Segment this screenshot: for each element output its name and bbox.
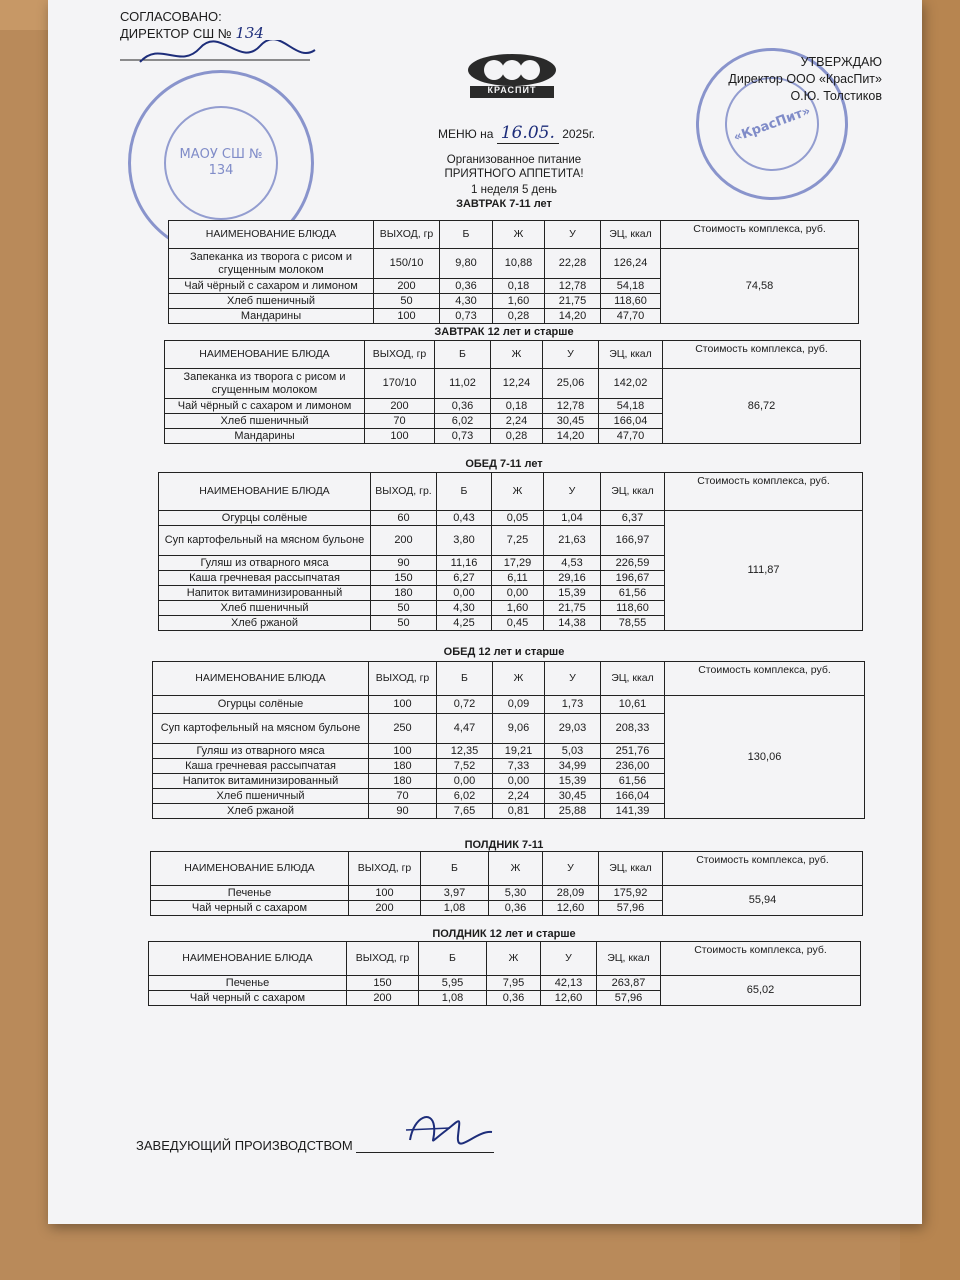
dish-carbs: 21,63: [544, 526, 601, 556]
dish-fat: 7,33: [493, 759, 545, 774]
menu-date-line: [438, 123, 595, 143]
logo-text: КРАСПИТ: [487, 85, 537, 95]
dish-carbs: 29,03: [545, 714, 601, 744]
dish-protein: 3,97: [421, 886, 489, 901]
header-cost: Стоимость комплекса, руб.: [661, 221, 859, 249]
dish-name: Напиток витаминизированный: [153, 774, 369, 789]
dish-energy: 166,04: [601, 789, 665, 804]
dish-protein: 0,73: [435, 429, 491, 444]
dish-fat: 19,21: [493, 744, 545, 759]
dish-name: Мандарины: [165, 429, 365, 444]
dish-protein: 7,52: [437, 759, 493, 774]
dish-energy: 196,67: [601, 571, 665, 586]
dish-fat: 10,88: [493, 249, 545, 279]
dish-energy: 118,60: [601, 601, 665, 616]
menu-table: [152, 661, 865, 819]
header-carbs: У: [545, 221, 601, 249]
dish-yield: 70: [365, 414, 435, 429]
director-label: ДИРЕКТОР СШ № 134: [120, 24, 264, 42]
table-header-row: [151, 852, 863, 886]
dish-carbs: 34,99: [545, 759, 601, 774]
dish-carbs: 21,75: [545, 294, 601, 309]
header-protein: Б: [437, 473, 492, 511]
header-protein: Б: [419, 942, 487, 976]
dish-energy: 54,18: [599, 399, 663, 414]
dish-name: Чай чёрный с сахаром и лимоном: [165, 399, 365, 414]
dish-carbs: 29,16: [544, 571, 601, 586]
section-title: ОБЕД 7-11 лет: [465, 458, 543, 470]
director-name: О.Ю. Толстиков: [790, 89, 882, 103]
menu-table: [150, 851, 863, 916]
menu-document: [48, 0, 922, 1224]
dish-fat: 0,18: [491, 399, 543, 414]
dish-fat: 2,24: [491, 414, 543, 429]
dish-yield: 60: [371, 511, 437, 526]
dish-name: Хлеб пшеничный: [165, 414, 365, 429]
dish-fat: 12,24: [491, 369, 543, 399]
dish-energy: 57,96: [597, 991, 661, 1006]
dish-carbs: 4,53: [544, 556, 601, 571]
dish-name: Гуляш из отварного мяса: [159, 556, 371, 571]
dish-yield: 100: [369, 744, 437, 759]
dish-energy: 208,33: [601, 714, 665, 744]
school-stamp-inner-text: МАОУ СШ № 134: [164, 106, 278, 220]
dish-name: Суп картофельный на мясном бульоне: [153, 714, 369, 744]
dish-carbs: 15,39: [544, 586, 601, 601]
director-signature: [120, 40, 320, 70]
table-header-row: [153, 662, 865, 696]
dish-energy: 226,59: [601, 556, 665, 571]
dish-energy: 126,24: [601, 249, 661, 279]
approval-right-block: [728, 54, 882, 105]
header-yield: ВЫХОД, гр: [365, 341, 435, 369]
section-title: ЗАВТРАК 12 лет и старше: [434, 326, 574, 338]
dish-carbs: 14,38: [544, 616, 601, 631]
dish-fat: 7,95: [487, 976, 541, 991]
table-row: [159, 511, 863, 526]
menu-table: [148, 941, 861, 1006]
dish-carbs: 21,75: [544, 601, 601, 616]
dish-protein: 1,08: [419, 991, 487, 1006]
dish-carbs: 14,20: [545, 309, 601, 324]
table-header-row: [169, 221, 859, 249]
dish-yield: 100: [349, 886, 421, 901]
dish-fat: 0,18: [493, 279, 545, 294]
dish-name: Огурцы солёные: [153, 696, 369, 714]
dish-carbs: 5,03: [545, 744, 601, 759]
section-title: ЗАВТРАК 7-11 лет: [456, 198, 552, 210]
dish-name: Хлеб пшеничный: [159, 601, 371, 616]
table-row: [149, 976, 861, 991]
dish-fat: 2,24: [493, 789, 545, 804]
dish-name: Каша гречневая рассыпчатая: [153, 759, 369, 774]
dish-protein: 0,36: [435, 399, 491, 414]
header-cost: Стоимость комплекса, руб.: [663, 852, 863, 886]
header-fat: Ж: [487, 942, 541, 976]
dish-fat: 7,25: [492, 526, 544, 556]
production-head-label: ЗАВЕДУЮЩИЙ ПРОИЗВОДСТВОМ: [136, 1138, 353, 1153]
dish-name: Чай черный с сахаром: [149, 991, 347, 1006]
header-protein: Б: [421, 852, 489, 886]
dish-energy: 251,76: [601, 744, 665, 759]
dish-carbs: 1,04: [544, 511, 601, 526]
dish-name: Хлеб ржаной: [153, 804, 369, 819]
dish-energy: 236,00: [601, 759, 665, 774]
dish-energy: 263,87: [597, 976, 661, 991]
dish-name: Огурцы солёные: [159, 511, 371, 526]
dish-yield: 70: [369, 789, 437, 804]
dish-energy: 54,18: [601, 279, 661, 294]
dish-yield: 90: [369, 804, 437, 819]
dish-name: Печенье: [151, 886, 349, 901]
dish-protein: 4,25: [437, 616, 492, 631]
header-energy: ЭЦ, ккал: [601, 221, 661, 249]
dish-carbs: 12,78: [545, 279, 601, 294]
header-fat: Ж: [493, 221, 545, 249]
dish-name: Хлеб пшеничный: [169, 294, 374, 309]
approved-label: СОГЛАСОВАНО:: [120, 9, 222, 24]
subtitle-appetite: ПРИЯТНОГО АППЕТИТА!: [444, 168, 584, 180]
dish-energy: 166,97: [601, 526, 665, 556]
dish-fat: 0,28: [493, 309, 545, 324]
complex-cost: 74,58: [661, 249, 859, 324]
dish-energy: 141,39: [601, 804, 665, 819]
dish-name: Чай черный с сахаром: [151, 901, 349, 916]
header-yield: ВЫХОД, гр: [347, 942, 419, 976]
dish-yield: 200: [374, 279, 440, 294]
dish-energy: 175,92: [599, 886, 663, 901]
dish-yield: 90: [371, 556, 437, 571]
complex-cost: 111,87: [665, 511, 863, 631]
dish-fat: 0,36: [487, 991, 541, 1006]
dish-name: Чай чёрный с сахаром и лимоном: [169, 279, 374, 294]
dish-fat: 0,00: [493, 774, 545, 789]
header-yield: ВЫХОД, гр: [369, 662, 437, 696]
table-header-row: [159, 473, 863, 511]
dish-carbs: 25,88: [545, 804, 601, 819]
table-row: [151, 886, 863, 901]
menu-table: [168, 220, 859, 324]
dish-energy: 47,70: [601, 309, 661, 324]
menu-year: 2025г.: [562, 127, 596, 141]
header-protein: Б: [437, 662, 493, 696]
dish-yield: 180: [371, 586, 437, 601]
header-dish-name: НАИМЕНОВАНИЕ БЛЮДА: [149, 942, 347, 976]
header-cost: Стоимость комплекса, руб.: [665, 662, 865, 696]
dish-protein: 4,30: [440, 294, 493, 309]
dish-yield: 180: [369, 774, 437, 789]
dish-fat: 0,28: [491, 429, 543, 444]
dish-protein: 1,08: [421, 901, 489, 916]
dish-protein: 3,80: [437, 526, 492, 556]
header-yield: ВЫХОД, гр: [349, 852, 421, 886]
header-energy: ЭЦ, ккал: [599, 341, 663, 369]
header-fat: Ж: [492, 473, 544, 511]
dish-yield: 100: [369, 696, 437, 714]
dish-protein: 11,16: [437, 556, 492, 571]
dish-carbs: 28,09: [543, 886, 599, 901]
section-title: ПОЛДНИК 12 лет и старше: [432, 928, 576, 940]
dish-protein: 12,35: [437, 744, 493, 759]
dish-carbs: 30,45: [545, 789, 601, 804]
header-energy: ЭЦ, ккал: [601, 662, 665, 696]
table-row: [169, 249, 859, 279]
dish-energy: 6,37: [601, 511, 665, 526]
header-fat: Ж: [489, 852, 543, 886]
dish-name: Суп картофельный на мясном бульоне: [159, 526, 371, 556]
subtitle-organized: Организованное питание: [446, 154, 582, 166]
header-energy: ЭЦ, ккал: [601, 473, 665, 511]
dish-name: Печенье: [149, 976, 347, 991]
dish-carbs: 22,28: [545, 249, 601, 279]
header-dish-name: НАИМЕНОВАНИЕ БЛЮДА: [165, 341, 365, 369]
dish-protein: 0,36: [440, 279, 493, 294]
dish-fat: 0,00: [492, 586, 544, 601]
dish-energy: 78,55: [601, 616, 665, 631]
header-carbs: У: [545, 662, 601, 696]
dish-energy: 10,61: [601, 696, 665, 714]
dish-energy: 47,70: [599, 429, 663, 444]
dish-yield: 170/10: [365, 369, 435, 399]
header-protein: Б: [440, 221, 493, 249]
dish-protein: 0,43: [437, 511, 492, 526]
dish-fat: 0,81: [493, 804, 545, 819]
dish-energy: 118,60: [601, 294, 661, 309]
header-cost: Стоимость комплекса, руб.: [661, 942, 861, 976]
dish-carbs: 12,78: [543, 399, 599, 414]
header-carbs: У: [543, 852, 599, 886]
production-head-signature: [400, 1106, 500, 1150]
header-energy: ЭЦ, ккал: [599, 852, 663, 886]
dish-protein: 11,02: [435, 369, 491, 399]
header-energy: ЭЦ, ккал: [597, 942, 661, 976]
dish-yield: 100: [374, 309, 440, 324]
dish-carbs: 12,60: [541, 991, 597, 1006]
dish-name: Хлеб пшеничный: [153, 789, 369, 804]
header-protein: Б: [435, 341, 491, 369]
menu-prefix: МЕНЮ на: [438, 127, 494, 141]
dish-carbs: 14,20: [543, 429, 599, 444]
header-fat: Ж: [491, 341, 543, 369]
dish-fat: 1,60: [493, 294, 545, 309]
section-title: ПОЛДНИК 7-11: [464, 839, 544, 851]
header-carbs: У: [541, 942, 597, 976]
header-yield: ВЫХОД, гр.: [371, 473, 437, 511]
dish-fat: 17,29: [492, 556, 544, 571]
dish-yield: 150/10: [374, 249, 440, 279]
menu-date-handwritten: 16.05.: [497, 123, 559, 144]
dish-protein: 6,02: [435, 414, 491, 429]
dish-yield: 50: [371, 601, 437, 616]
menu-table: [158, 472, 863, 631]
dish-carbs: 30,45: [543, 414, 599, 429]
dish-protein: 0,72: [437, 696, 493, 714]
dish-protein: 6,27: [437, 571, 492, 586]
dish-energy: 57,96: [599, 901, 663, 916]
dish-name: Запеканка из творога с рисом и сгущенным молоком: [169, 249, 374, 279]
dish-fat: 0,09: [493, 696, 545, 714]
dish-protein: 9,80: [440, 249, 493, 279]
school-number-handwritten: 134: [235, 24, 264, 42]
dish-yield: 200: [347, 991, 419, 1006]
dish-yield: 180: [369, 759, 437, 774]
dish-name: Напиток витаминизированный: [159, 586, 371, 601]
header-dish-name: НАИМЕНОВАНИЕ БЛЮДА: [153, 662, 369, 696]
dish-fat: 0,36: [489, 901, 543, 916]
header-fat: Ж: [493, 662, 545, 696]
company-stamp-inner-text: «КрасПит»: [712, 64, 832, 184]
dish-name: Мандарины: [169, 309, 374, 324]
dish-carbs: 25,06: [543, 369, 599, 399]
dish-energy: 61,56: [601, 586, 665, 601]
dish-name: Гуляш из отварного мяса: [153, 744, 369, 759]
dish-protein: 0,00: [437, 586, 492, 601]
dish-yield: 100: [365, 429, 435, 444]
dish-fat: 9,06: [493, 714, 545, 744]
dish-name: Хлеб ржаной: [159, 616, 371, 631]
dish-yield: 50: [374, 294, 440, 309]
dish-carbs: 42,13: [541, 976, 597, 991]
complex-cost: 65,02: [661, 976, 861, 1006]
dish-fat: 1,60: [492, 601, 544, 616]
approval-left-block: [120, 8, 320, 74]
subtitle-week-day: 1 неделя 5 день: [471, 184, 557, 196]
header-cost: Стоимость комплекса, руб.: [665, 473, 863, 511]
dish-yield: 50: [371, 616, 437, 631]
dish-carbs: 15,39: [545, 774, 601, 789]
header-carbs: У: [543, 341, 599, 369]
dish-fat: 0,45: [492, 616, 544, 631]
dish-protein: 4,30: [437, 601, 492, 616]
header-dish-name: НАИМЕНОВАНИЕ БЛЮДА: [151, 852, 349, 886]
dish-name: Запеканка из творога с рисом и сгущенным молоком: [165, 369, 365, 399]
menu-table: [164, 340, 861, 444]
dish-protein: 7,65: [437, 804, 493, 819]
table-row: [153, 696, 865, 714]
dish-protein: 0,73: [440, 309, 493, 324]
header-cost: Стоимость комплекса, руб.: [663, 341, 861, 369]
dish-protein: 5,95: [419, 976, 487, 991]
section-title: ОБЕД 12 лет и старше: [443, 646, 565, 658]
dish-yield: 150: [347, 976, 419, 991]
complex-cost: 86,72: [663, 369, 861, 444]
dish-yield: 250: [369, 714, 437, 744]
dish-yield: 200: [349, 901, 421, 916]
header-dish-name: НАИМЕНОВАНИЕ БЛЮДА: [159, 473, 371, 511]
dish-energy: 61,56: [601, 774, 665, 789]
header-yield: ВЫХОД, гр: [374, 221, 440, 249]
dish-protein: 4,47: [437, 714, 493, 744]
complex-cost: 130,06: [665, 696, 865, 819]
dish-yield: 200: [371, 526, 437, 556]
company-director-label: Директор ООО «КрасПит»: [728, 72, 882, 86]
dish-yield: 150: [371, 571, 437, 586]
dish-energy: 166,04: [599, 414, 663, 429]
header-carbs: У: [544, 473, 601, 511]
dish-fat: 6,11: [492, 571, 544, 586]
header-dish-name: НАИМЕНОВАНИЕ БЛЮДА: [169, 221, 374, 249]
table-header-row: [165, 341, 861, 369]
dish-carbs: 1,73: [545, 696, 601, 714]
dish-yield: 200: [365, 399, 435, 414]
table-header-row: [149, 942, 861, 976]
dish-fat: 0,05: [492, 511, 544, 526]
dish-energy: 142,02: [599, 369, 663, 399]
dish-carbs: 12,60: [543, 901, 599, 916]
approve-label: УТВЕРЖДАЮ: [800, 55, 882, 69]
table-row: [165, 369, 861, 399]
dish-fat: 5,30: [489, 886, 543, 901]
dish-protein: 0,00: [437, 774, 493, 789]
dish-name: Каша гречневая рассыпчатая: [159, 571, 371, 586]
dish-protein: 6,02: [437, 789, 493, 804]
complex-cost: 55,94: [663, 886, 863, 916]
